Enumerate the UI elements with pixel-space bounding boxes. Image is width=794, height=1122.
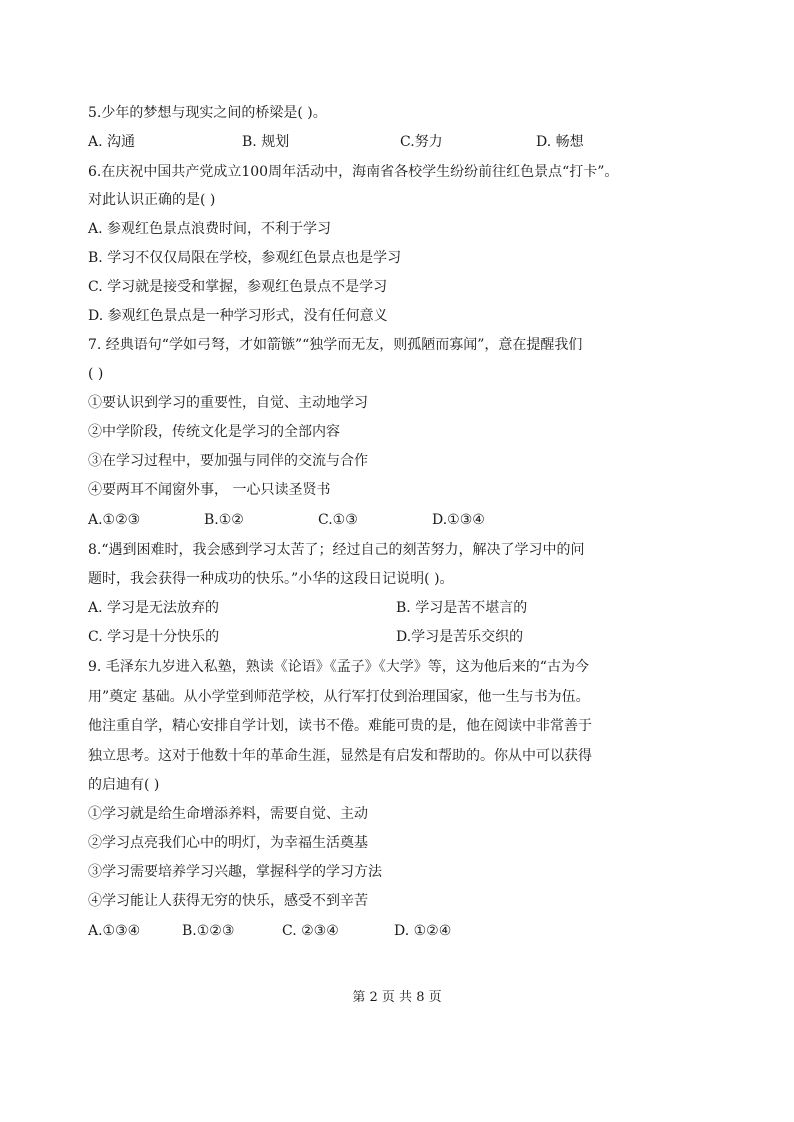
q7-item-4: ④要两耳不闻窗外事， 一心只读圣贤书 <box>88 482 331 498</box>
q9-option-c: C. ②③④ <box>282 923 339 939</box>
q7-stem-line-2: ( ) <box>88 366 104 382</box>
q7-item-3: ③在学习过程中，要加强与同伴的交流与合作 <box>88 453 368 469</box>
q9-stem-line-5: 的启迪有( ) <box>88 777 160 793</box>
q7-option-c: C.①③ <box>318 512 358 528</box>
q6-option-c: C. 学习就是接受和掌握，参观红色景点不是学习 <box>88 279 388 295</box>
q7-item-2: ②中学阶段，传统文化是学习的全部内容 <box>88 424 340 440</box>
q7-option-b: B.①② <box>204 512 244 528</box>
q9-item-2: ②学习点亮我们心中的明灯，为幸福生活奠基 <box>88 835 368 851</box>
q9-option-a: A.①③④ <box>88 923 141 939</box>
q9-stem-line-2: 用”奠定 基础。从小学堂到师范学校，从行军打仗到治理国家，他一生与书为伍。 <box>88 689 590 705</box>
q9-item-1: ①学习就是给生命增添养料，需要自觉、主动 <box>88 806 368 822</box>
q9-option-b: B.①②③ <box>182 923 235 939</box>
q8-option-b: B. 学习是苦不堪言的 <box>396 600 528 616</box>
q5-option-d: D. 畅想 <box>536 134 584 150</box>
q9-stem-line-4: 独立思考。这对于他数十年的革命生涯，显然是有启发和帮助的。你从中可以获得 <box>88 748 592 764</box>
q6-stem-line-2: 对此认识正确的是( ) <box>88 192 216 208</box>
q8-option-d: D.学习是苦乐交织的 <box>396 629 524 645</box>
q5-option-c: C.努力 <box>400 134 443 150</box>
q5-option-a: A. 沟通 <box>88 134 136 150</box>
q8-option-a: A. 学习是无法放弃的 <box>88 600 220 616</box>
q7-stem-line-1: 7. 经典语句“学如弓弩，才如箭镞”“独学而无友，则孤陋而寡闻”，意在提醒我们 <box>88 337 583 353</box>
q7-item-1: ①要认识到学习的重要性，自觉、主动地学习 <box>88 395 368 411</box>
q6-option-b: B. 学习不仅仅局限在学校，参观红色景点也是学习 <box>88 250 402 266</box>
q6-option-a: A. 参观红色景点浪费时间，不利于学习 <box>88 221 332 237</box>
q8-stem-line-1: 8.“遇到困难时，我会感到学习太苦了；经过自己的刻苦努力，解决了学习中的问 <box>88 542 585 558</box>
q6-stem-line-1: 6.在庆祝中国共产党成立100周年活动中，海南省各校学生纷纷前往红色景点“打卡”。 <box>88 164 619 180</box>
q9-stem-line-1: 9. 毛泽东九岁进入私塾，熟读《论语》《孟子》《大学》等，这为他后来的“古为今 <box>88 659 589 675</box>
page-number: 第 2 页 共 8 页 <box>352 990 442 1005</box>
q5-stem: 5.少年的梦想与现实之间的桥梁是( )。 <box>88 105 327 121</box>
q5-option-b: B. 规划 <box>242 134 290 150</box>
q8-stem-line-2: 题时，我会获得一种成功的快乐。”小华的这段日记说明( )。 <box>88 571 454 587</box>
q9-item-3: ③学习需要培养学习兴趣，掌握科学的学习方法 <box>88 864 382 880</box>
q6-option-d: D. 参观红色景点是一种学习形式，没有任何意义 <box>88 308 388 324</box>
q9-option-d: D. ①②④ <box>394 923 452 939</box>
q9-item-4: ④学习能让人获得无穷的快乐，感受不到辛苦 <box>88 893 368 909</box>
q9-stem-line-3: 他注重自学，精心安排自学计划，读书不倦。难能可贵的是，他在阅读中非常善于 <box>88 718 592 734</box>
q7-option-a: A.①②③ <box>88 512 141 528</box>
q7-option-d: D.①③④ <box>432 512 485 528</box>
q8-option-c: C. 学习是十分快乐的 <box>88 629 220 645</box>
